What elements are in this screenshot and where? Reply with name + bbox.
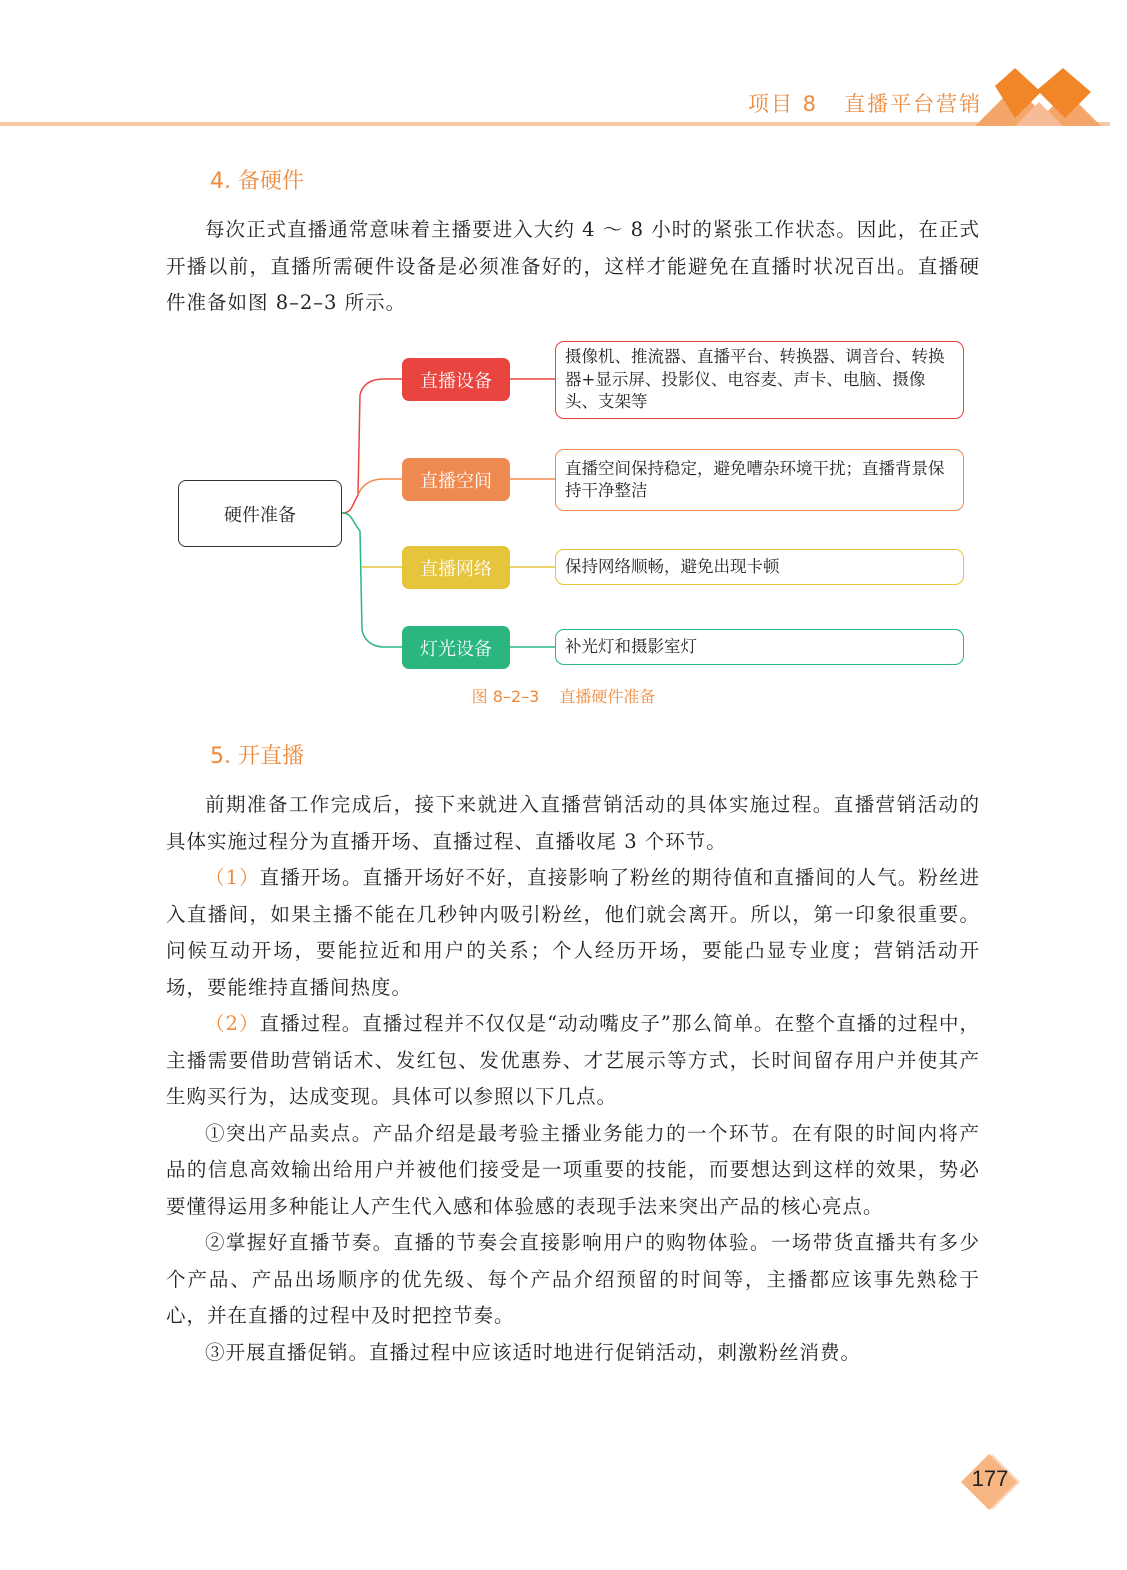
branch-detail: 直播空间保持稳定，避免嘈杂环境干扰；直播背景保持干净整洁 [555,449,964,511]
paragraph: ②掌握好直播节奏。直播的节奏会直接影响用户的购物体验。一场带货直播共有多少个产品、产品出场顺序的优先级、每个产品介绍预留的时间等，主播都应该事先熟稔于心，并在直播的过程中及时把控节奏。 [166,1231,980,1327]
section5-body [166,787,980,1371]
branch-detail: 补光灯和摄影室灯 [555,629,964,665]
section-heading: 4. 备硬件 [210,169,304,194]
branch-detail: 保持网络顺畅，避免出现卡顿 [555,549,964,585]
paragraph: ①突出产品卖点。产品介绍是最考验主播业务能力的一个环节。在有限的时间内将产品的信息高效输出给用户并被他们接受是一项重要的技能，而要想达到这样的效果，势必要懂得运用多种能让人产生代入感和体验感的表现手法来突出产品的核心亮点。 [166,1121,980,1218]
caption-text: 直播硬件准备 [559,687,656,706]
page-number: 177 [971,1466,1009,1491]
paragraph-text: 直播过程。直播过程并不仅仅是“动动嘴皮子”那么简单。在整个直播的过程中，主播需要借助营销话术、发红包、发优惠券、才艺展示等方式，长时间留存用户并使其产生购买行为，达成变现。具体可以参照以下几点。 [166,1012,980,1108]
chapter-label: 项目 8 [748,92,819,116]
paragraph: 前期准备工作完成后，接下来就进入直播营销活动的具体实施过程。直播营销活动的具体实施过程分为直播开场、直播过程、直播收尾 3 个环节。 [166,793,980,853]
branch-node: 直播设备 [402,358,510,401]
branch-node: 直播空间 [402,458,510,501]
branch-node: 灯光设备 [402,626,510,669]
paragraph: 每次正式直播通常意味着主播要进入大约 4 ～ 8 小时的紧张工作状态。因此，在正式开播以前，直播所需硬件设备是必须准备好的，这样才能避免在直播时状况百出。直播硬件准备如图 8–2–3 所示。 [166,218,980,314]
chapter-title: 直播平台营销 [844,92,983,116]
item-number: （1） [205,866,260,889]
section-heading: 5. 开直播 [210,744,304,769]
paragraph-text: 直播开场。直播开场好不好，直接影响了粉丝的期待值和直播间的人气。粉丝进入直播间，如果主播不能在几秒钟内吸引粉丝，他们就会离开。所以，第一印象很重要。问候互动开场，要能拉近和用户的关系；个人经历开场，要能凸显专业度；营销活动开场，要能维持直播间热度。 [166,866,980,999]
figure-caption [0,684,1127,707]
paragraph [166,1006,980,1116]
item-number: （2） [205,1012,260,1035]
diagram-root-node: 硬件准备 [178,480,342,547]
paragraph: ③开展直播促销。直播过程中应该适时地进行促销活动，刺激粉丝消费。 [205,1340,862,1364]
paragraph [166,860,980,1006]
caption-number: 图 8–2–3 [471,687,540,706]
branch-detail: 摄像机、推流器、直播平台、转换器、调音台、转换器+显示屏、投影仪、电容麦、声卡、电脑、摄像头、支架等 [555,341,964,419]
branch-node: 直播网络 [402,546,510,589]
